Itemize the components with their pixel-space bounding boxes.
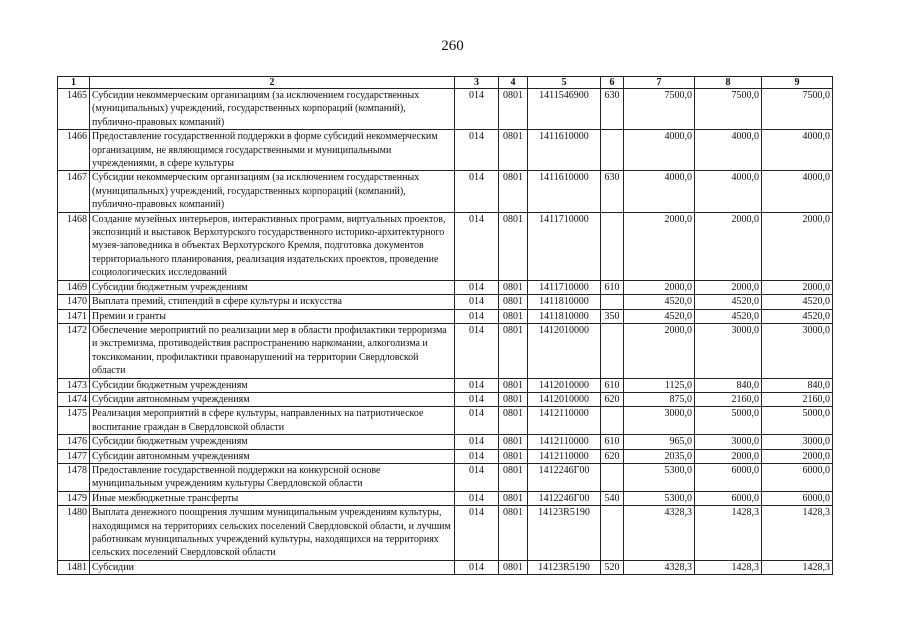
expense-type-code bbox=[601, 212, 624, 280]
amount-col-9: 4520,0 bbox=[762, 309, 833, 323]
amount-col-7: 2035,0 bbox=[624, 449, 695, 463]
row-name: Реализация мероприятий в сфере культуры, направленных на патриотическое воспитание граждан в Свердловской области bbox=[90, 407, 455, 435]
header-row bbox=[58, 77, 833, 89]
expense-type-code: 520 bbox=[601, 560, 624, 574]
row-name: Субсидии bbox=[90, 560, 455, 574]
amount-col-8: 4520,0 bbox=[695, 309, 762, 323]
amount-col-7: 965,0 bbox=[624, 435, 695, 449]
expense-type-code bbox=[601, 463, 624, 491]
amount-col-8: 4520,0 bbox=[695, 295, 762, 309]
table-row bbox=[58, 309, 833, 323]
target-article-code: 1412010000 bbox=[528, 378, 601, 392]
amount-col-7: 5300,0 bbox=[624, 463, 695, 491]
header-cell: 3 bbox=[455, 77, 499, 89]
table-row bbox=[58, 560, 833, 574]
header-cell: 8 bbox=[695, 77, 762, 89]
row-number: 1467 bbox=[58, 171, 90, 212]
amount-col-7: 7500,0 bbox=[624, 89, 695, 130]
section-code: 0801 bbox=[499, 323, 528, 378]
row-name: Субсидии автономным учреждениям bbox=[90, 449, 455, 463]
amount-col-8: 840,0 bbox=[695, 378, 762, 392]
ministry-code: 014 bbox=[455, 392, 499, 406]
section-code: 0801 bbox=[499, 392, 528, 406]
target-article-code: 1412110000 bbox=[528, 407, 601, 435]
header-cell: 7 bbox=[624, 77, 695, 89]
table-row bbox=[58, 280, 833, 294]
target-article-code: 1412010000 bbox=[528, 392, 601, 406]
expense-type-code: 610 bbox=[601, 378, 624, 392]
header-cell: 1 bbox=[58, 77, 90, 89]
row-name: Обеспечение мероприятий по реализации мер в области профилактики терроризма и экстремизма, противодействия распространению наркомании, алкоголизма и токсикомании, профилактики правонарушений на территории Свердловской области bbox=[90, 323, 455, 378]
target-article-code: 1412110000 bbox=[528, 449, 601, 463]
section-code: 0801 bbox=[499, 171, 528, 212]
row-name: Предоставление государственной поддержки на конкурсной основе муниципальным учреждениям культуры Свердловской области bbox=[90, 463, 455, 491]
amount-col-9: 3000,0 bbox=[762, 323, 833, 378]
ministry-code: 014 bbox=[455, 378, 499, 392]
ministry-code: 014 bbox=[455, 506, 499, 561]
section-code: 0801 bbox=[499, 449, 528, 463]
table-row bbox=[58, 378, 833, 392]
ministry-code: 014 bbox=[455, 560, 499, 574]
ministry-code: 014 bbox=[455, 309, 499, 323]
section-code: 0801 bbox=[499, 463, 528, 491]
row-name: Выплата денежного поощрения лучшим муниципальным учреждениям культуры, находящимся на территориях сельских поселений Свердловской области, и лучшим работникам муниципальных учреждений культуры, находящихся на территориях сельских поселений Свердловской области bbox=[90, 506, 455, 561]
target-article-code: 1411546900 bbox=[528, 89, 601, 130]
section-code: 0801 bbox=[499, 89, 528, 130]
amount-col-7: 4520,0 bbox=[624, 295, 695, 309]
amount-col-8: 4000,0 bbox=[695, 171, 762, 212]
amount-col-9: 2000,0 bbox=[762, 280, 833, 294]
amount-col-8: 7500,0 bbox=[695, 89, 762, 130]
section-code: 0801 bbox=[499, 560, 528, 574]
amount-col-8: 2000,0 bbox=[695, 280, 762, 294]
table-row bbox=[58, 323, 833, 378]
section-code: 0801 bbox=[499, 130, 528, 171]
amount-col-9: 5000,0 bbox=[762, 407, 833, 435]
section-code: 0801 bbox=[499, 491, 528, 505]
header-cell: 9 bbox=[762, 77, 833, 89]
target-article-code: 1411710000 bbox=[528, 212, 601, 280]
amount-col-9: 1428,3 bbox=[762, 560, 833, 574]
expense-type-code: 620 bbox=[601, 392, 624, 406]
amount-col-8: 2160,0 bbox=[695, 392, 762, 406]
amount-col-7: 4000,0 bbox=[624, 171, 695, 212]
ministry-code: 014 bbox=[455, 407, 499, 435]
table-row bbox=[58, 212, 833, 280]
row-name: Субсидии бюджетным учреждениям bbox=[90, 435, 455, 449]
row-number: 1470 bbox=[58, 295, 90, 309]
amount-col-7: 4000,0 bbox=[624, 130, 695, 171]
row-number: 1465 bbox=[58, 89, 90, 130]
section-code: 0801 bbox=[499, 212, 528, 280]
header-cell: 2 bbox=[90, 77, 455, 89]
section-code: 0801 bbox=[499, 295, 528, 309]
amount-col-9: 6000,0 bbox=[762, 463, 833, 491]
row-number: 1471 bbox=[58, 309, 90, 323]
row-number: 1468 bbox=[58, 212, 90, 280]
row-number: 1479 bbox=[58, 491, 90, 505]
expense-type-code: 610 bbox=[601, 435, 624, 449]
table-row bbox=[58, 392, 833, 406]
section-code: 0801 bbox=[499, 280, 528, 294]
target-article-code: 1412246Г00 bbox=[528, 463, 601, 491]
expense-type-code: 630 bbox=[601, 171, 624, 212]
ministry-code: 014 bbox=[455, 323, 499, 378]
table-row bbox=[58, 506, 833, 561]
target-article-code: 14123R5190 bbox=[528, 560, 601, 574]
amount-col-9: 2000,0 bbox=[762, 212, 833, 280]
ministry-code: 014 bbox=[455, 280, 499, 294]
expense-type-code bbox=[601, 407, 624, 435]
expense-type-code: 630 bbox=[601, 89, 624, 130]
row-number: 1469 bbox=[58, 280, 90, 294]
section-code: 0801 bbox=[499, 309, 528, 323]
amount-col-9: 6000,0 bbox=[762, 491, 833, 505]
amount-col-9: 3000,0 bbox=[762, 435, 833, 449]
amount-col-8: 3000,0 bbox=[695, 435, 762, 449]
row-number: 1481 bbox=[58, 560, 90, 574]
table-row bbox=[58, 435, 833, 449]
expense-type-code: 540 bbox=[601, 491, 624, 505]
expense-type-code bbox=[601, 295, 624, 309]
row-number: 1476 bbox=[58, 435, 90, 449]
amount-col-8: 5000,0 bbox=[695, 407, 762, 435]
amount-col-9: 7500,0 bbox=[762, 89, 833, 130]
amount-col-9: 840,0 bbox=[762, 378, 833, 392]
amount-col-8: 6000,0 bbox=[695, 491, 762, 505]
page-number: 260 bbox=[441, 38, 464, 54]
row-name: Субсидии некоммерческим организациям (за исключением государственных (муниципальных) учреждений, государственных корпораций (компаний), публично-правовых компаний) bbox=[90, 89, 455, 130]
header-cell: 4 bbox=[499, 77, 528, 89]
ministry-code: 014 bbox=[455, 491, 499, 505]
expense-type-code: 350 bbox=[601, 309, 624, 323]
amount-col-8: 1428,3 bbox=[695, 560, 762, 574]
table-row bbox=[58, 295, 833, 309]
row-name: Выплата премий, стипендий в сфере культуры и искусства bbox=[90, 295, 455, 309]
expense-type-code bbox=[601, 130, 624, 171]
row-name: Премии и гранты bbox=[90, 309, 455, 323]
row-number: 1480 bbox=[58, 506, 90, 561]
section-code: 0801 bbox=[499, 378, 528, 392]
expense-type-code bbox=[601, 506, 624, 561]
target-article-code: 1412246Г00 bbox=[528, 491, 601, 505]
row-number: 1474 bbox=[58, 392, 90, 406]
row-number: 1472 bbox=[58, 323, 90, 378]
amount-col-7: 4520,0 bbox=[624, 309, 695, 323]
target-article-code: 1412010000 bbox=[528, 323, 601, 378]
amount-col-8: 1428,3 bbox=[695, 506, 762, 561]
row-number: 1477 bbox=[58, 449, 90, 463]
row-number: 1473 bbox=[58, 378, 90, 392]
amount-col-7: 3000,0 bbox=[624, 407, 695, 435]
ministry-code: 014 bbox=[455, 212, 499, 280]
amount-col-9: 2000,0 bbox=[762, 449, 833, 463]
amount-col-7: 875,0 bbox=[624, 392, 695, 406]
section-code: 0801 bbox=[499, 506, 528, 561]
target-article-code: 1411610000 bbox=[528, 130, 601, 171]
row-name: Субсидии некоммерческим организациям (за исключением государственных (муниципальных) учреждений, государственных корпораций (компаний), публично-правовых компаний) bbox=[90, 171, 455, 212]
target-article-code: 1411810000 bbox=[528, 295, 601, 309]
amount-col-9: 1428,3 bbox=[762, 506, 833, 561]
amount-col-9: 4000,0 bbox=[762, 130, 833, 171]
table-row bbox=[58, 130, 833, 171]
amount-col-8: 6000,0 bbox=[695, 463, 762, 491]
expense-type-code: 610 bbox=[601, 280, 624, 294]
amount-col-8: 2000,0 bbox=[695, 449, 762, 463]
row-number: 1475 bbox=[58, 407, 90, 435]
target-article-code: 1411710000 bbox=[528, 280, 601, 294]
amount-col-9: 4520,0 bbox=[762, 295, 833, 309]
target-article-code: 1412110000 bbox=[528, 435, 601, 449]
row-name: Иные межбюджетные трансферты bbox=[90, 491, 455, 505]
row-number: 1478 bbox=[58, 463, 90, 491]
row-name: Субсидии бюджетным учреждениям bbox=[90, 378, 455, 392]
ministry-code: 014 bbox=[455, 171, 499, 212]
budget-table bbox=[57, 76, 833, 575]
table-row bbox=[58, 89, 833, 130]
amount-col-7: 5300,0 bbox=[624, 491, 695, 505]
section-code: 0801 bbox=[499, 407, 528, 435]
target-article-code: 1411810000 bbox=[528, 309, 601, 323]
table-row bbox=[58, 407, 833, 435]
table-row bbox=[58, 171, 833, 212]
amount-col-9: 4000,0 bbox=[762, 171, 833, 212]
ministry-code: 014 bbox=[455, 295, 499, 309]
ministry-code: 014 bbox=[455, 435, 499, 449]
table-row bbox=[58, 463, 833, 491]
row-name: Создание музейных интерьеров, интерактивных программ, виртуальных проектов, экспозиций и выставок Верхотурского государственного историко-архитектурного музея-заповедника в объектах Верхотурского Кремля, подготовка документов территориального планирования, реализация издательских проектов, проведение социологических исследований bbox=[90, 212, 455, 280]
row-number: 1466 bbox=[58, 130, 90, 171]
amount-col-7: 2000,0 bbox=[624, 212, 695, 280]
expense-type-code: 620 bbox=[601, 449, 624, 463]
amount-col-7: 4328,3 bbox=[624, 506, 695, 561]
expense-type-code bbox=[601, 323, 624, 378]
header-cell: 6 bbox=[601, 77, 624, 89]
table-row bbox=[58, 449, 833, 463]
section-code: 0801 bbox=[499, 435, 528, 449]
amount-col-7: 1125,0 bbox=[624, 378, 695, 392]
amount-col-7: 4328,3 bbox=[624, 560, 695, 574]
amount-col-8: 3000,0 bbox=[695, 323, 762, 378]
row-name: Субсидии бюджетным учреждениям bbox=[90, 280, 455, 294]
ministry-code: 014 bbox=[455, 463, 499, 491]
row-name: Предоставление государственной поддержки в форме субсидий некоммерческим организациям, не являющимся государственными и муниципальными учреждениями, в сфере культуры bbox=[90, 130, 455, 171]
amount-col-7: 2000,0 bbox=[624, 280, 695, 294]
ministry-code: 014 bbox=[455, 130, 499, 171]
amount-col-8: 4000,0 bbox=[695, 130, 762, 171]
amount-col-9: 2160,0 bbox=[762, 392, 833, 406]
row-name: Субсидии автономным учреждениям bbox=[90, 392, 455, 406]
ministry-code: 014 bbox=[455, 89, 499, 130]
target-article-code: 1411610000 bbox=[528, 171, 601, 212]
amount-col-7: 2000,0 bbox=[624, 323, 695, 378]
target-article-code: 14123R5190 bbox=[528, 506, 601, 561]
table-row bbox=[58, 491, 833, 505]
ministry-code: 014 bbox=[455, 449, 499, 463]
amount-col-8: 2000,0 bbox=[695, 212, 762, 280]
header-cell: 5 bbox=[528, 77, 601, 89]
